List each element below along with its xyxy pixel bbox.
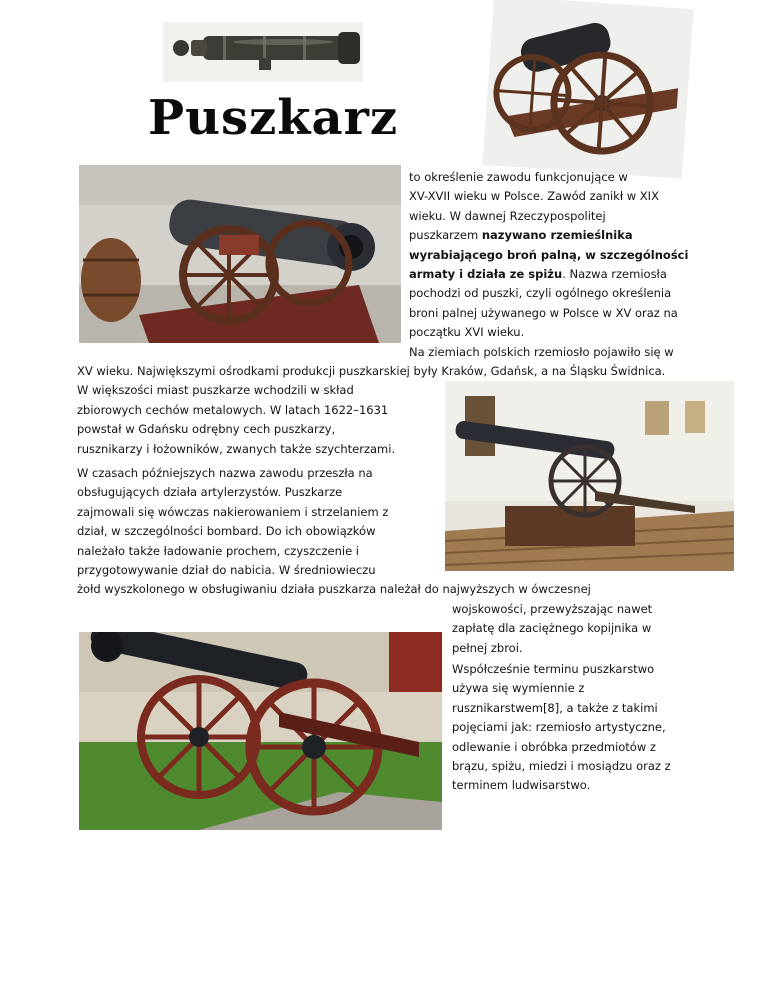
paragraph-artillery-cont: wojskowości, przewyższając nawet zapłatę dla zaciężnego kopijnika w pełnej zbroi. — [452, 602, 653, 655]
paragraph-modern: Współcześnie terminu puszkarstwo używa się wymiennie z rusznikarstwem[8], a także z takimi pojęciami jak: rzemiosło artystyczne, odlewanie i obróbka przedmiotów z brązu, spiżu, miedzi i mosiądzu oraz z terminem ludwisarstwo. — [452, 662, 671, 793]
paragraph-origins-cont: XV wieku. Największymi ośrodkami produkcji puszkarskiej były Kraków, Gdańsk, a na Śląsku Świdnica. W większości miast puszkarze wchodzili w skład zbiorowych cechów metalowych. W latach 1622–1631 powstał w Gdańsku odrębny cech puszkarzy, rusznikarzy i łożowników, zwanych także szychterzami. — [77, 364, 666, 456]
cannon-indoor-photo — [79, 165, 401, 343]
paragraph-intro: to określenie zawodu funkcjonujące w XV-XVII wieku w Polsce. Zawód zanikł w XIX wieku. W dawnej Rzeczypospolitej puszkarzem nazywano rzemieślnika wyrabiającego broń palną, w szczególności armaty i działa ze spiżu. Nazwa rzemiosła pochodzi od puszki, czyli ogólnego określenia broni palnej używanego w Polsce w XV oraz na początku XVI wieku. — [409, 170, 689, 340]
cannon-barrel-photo — [163, 22, 363, 82]
paragraph-artillery: W czasach późniejszych nazwa zawodu przeszła na obsługujących działa artylerzystów. Puszkarze zajmowali się wówczas nakierowaniem i strzelaniem z dział, w szczególności bombard. Do ich obowiązków należało także ładowanie prochem, czyszczenie i przygotowywanie dział do nabicia. W średniowieczu żołd wyszkolonego w obsługiwaniu działa puszkarza należał do najwyższych w ówczesnej — [77, 466, 591, 597]
page-title: Puszkarz — [148, 90, 399, 146]
field-cannon-photo — [482, 0, 693, 179]
paragraph-origins: Na ziemiach polskich rzemiosło pojawiło się w — [409, 345, 674, 359]
cannon-grass-photo — [79, 632, 442, 830]
